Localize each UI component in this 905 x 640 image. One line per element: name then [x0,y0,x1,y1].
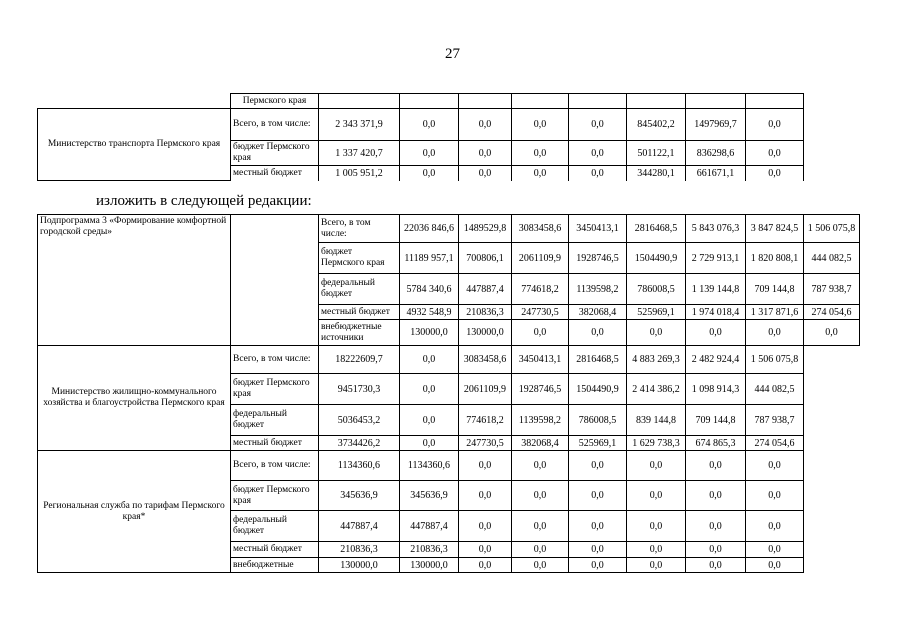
value-cell: 130000,0 [400,320,459,346]
value-cell: 786008,5 [627,274,686,305]
value-cell: 1489529,8 [459,215,512,243]
value-cell: 22036 846,6 [400,215,459,243]
table-row [38,346,860,374]
value-cell: 0,0 [746,481,804,511]
value-cell: 3734426,2 [319,436,400,451]
value-cell: 0,0 [686,320,746,346]
value-cell: 0,0 [512,320,569,346]
main-budget-table [37,214,860,573]
value-cell: 0,0 [512,166,569,181]
value-cell: 0,0 [512,542,569,558]
value-cell: 0,0 [400,166,459,181]
value-cell: 382068,4 [512,436,569,451]
value-cell: 709 144,8 [746,274,804,305]
value-cell: 1 337 420,7 [319,141,400,166]
value-cell: 0,0 [400,436,459,451]
table-row [38,451,860,481]
value-cell: 0,0 [804,320,860,346]
value-cell: 345636,9 [319,481,400,511]
program-org-blank [231,215,319,346]
value-cell: 0,0 [459,166,512,181]
value-cell: 1928746,5 [512,374,569,405]
value-cell: 0,0 [686,542,746,558]
value-cell: 0,0 [627,481,686,511]
value-cell: 1 629 738,3 [627,436,686,451]
value-cell: 0,0 [746,109,804,141]
value-cell: 0,0 [400,405,459,436]
value-cell: 700806,1 [459,243,512,274]
value-cell: 1134360,6 [400,451,459,481]
value-cell: 845402,2 [627,109,686,141]
value-cell: 1 974 018,4 [686,305,746,320]
value-cell: 447887,4 [319,511,400,542]
value-cell: 1 139 144,8 [686,274,746,305]
value-cell: 130000,0 [400,558,459,573]
value-cell: 2816468,5 [627,215,686,243]
value-cell: 5 843 076,3 [686,215,746,243]
value-cell: 0,0 [627,451,686,481]
value-cell: 0,0 [400,109,459,141]
page-number: 27 [445,46,460,62]
value-cell: 2061109,9 [459,374,512,405]
value-cell: 787 938,7 [804,274,860,305]
value-cell: 0,0 [746,141,804,166]
value-cell: 447887,4 [400,511,459,542]
value-cell: 444 082,5 [804,243,860,274]
funding-source: местный бюджет [319,305,400,320]
value-cell: 2 482 924,4 [686,346,746,374]
value-cell: 210836,3 [400,542,459,558]
value-cell: 1 820 808,1 [746,243,804,274]
value-cell: 0,0 [686,451,746,481]
funding-source: внебюджетные [231,558,319,573]
funding-source: бюджет Пермского края [231,374,319,405]
value-cell: 774618,2 [512,274,569,305]
value-cell: 0,0 [569,542,627,558]
value-cell: 0,0 [459,542,512,558]
value-cell: 3083458,6 [459,346,512,374]
value-cell: 0,0 [627,558,686,573]
value-cell: 0,0 [746,320,804,346]
value-cell: 5784 340,6 [400,274,459,305]
funding-source: местный бюджет [231,436,319,451]
group-ministry-housing [38,346,860,451]
funding-source: федеральный бюджет [231,511,319,542]
top-left-blank-cell [38,94,231,109]
value-cell: 1139598,2 [512,405,569,436]
value-cell: 0,0 [569,320,627,346]
table-row [38,215,860,243]
funding-source: бюджет Пермского края [319,243,400,274]
funding-source: федеральный бюджет [319,274,400,305]
value-cell: 247730,5 [512,305,569,320]
value-cell: 0,0 [400,141,459,166]
value-cell: 0,0 [459,481,512,511]
value-cell: 1497969,7 [686,109,746,141]
value-cell: 0,0 [512,141,569,166]
value-cell: 0,0 [512,109,569,141]
value-cell: 382068,4 [569,305,627,320]
value-cell: 525969,1 [627,305,686,320]
value-cell: 0,0 [746,542,804,558]
value-cell: 0,0 [512,451,569,481]
value-cell: 9451730,3 [319,374,400,405]
value-cell: 661671,1 [686,166,746,181]
funding-source: бюджет Пермского края [231,141,319,166]
value-cell: 0,0 [627,320,686,346]
value-cell: 0,0 [459,109,512,141]
value-cell: 0,0 [400,346,459,374]
value-cell: 2816468,5 [569,346,627,374]
prev-org-label: Пермского края [231,94,319,109]
value-cell: 2 343 371,9 [319,109,400,141]
value-cell: 4932 548,9 [400,305,459,320]
value-cell: 0,0 [459,558,512,573]
value-cell: 0,0 [627,542,686,558]
funding-source: бюджет Пермского края [231,481,319,511]
group-tariff-service [38,451,860,573]
value-cell: 774618,2 [459,405,512,436]
value-cell: 274 054,6 [746,436,804,451]
funding-source: Всего, в том числе: [231,109,319,141]
funding-source: внебюджетные источники [319,320,400,346]
value-cell: 247730,5 [459,436,512,451]
value-cell: 0,0 [746,451,804,481]
value-cell: 18222609,7 [319,346,400,374]
value-cell: 0,0 [459,511,512,542]
value-cell: 0,0 [686,511,746,542]
value-cell: 0,0 [746,511,804,542]
funding-source: Всего, в том числе: [231,346,319,374]
value-cell: 3450413,1 [569,215,627,243]
value-cell: 0,0 [459,141,512,166]
value-cell: 2 414 386,2 [627,374,686,405]
value-cell: 274 054,6 [804,305,860,320]
value-cell: 787 938,7 [746,405,804,436]
value-cell: 0,0 [400,374,459,405]
value-cell: 1 098 914,3 [686,374,746,405]
value-cell: 0,0 [746,558,804,573]
value-cell: 839 144,8 [627,405,686,436]
value-cell: 1928746,5 [569,243,627,274]
top-rows [38,109,804,181]
funding-source: федеральный бюджет [231,405,319,436]
value-cell: 5036453,2 [319,405,400,436]
value-cell: 447887,4 [459,274,512,305]
top-budget-table [37,93,804,181]
value-cell: 345636,9 [400,481,459,511]
value-cell: 0,0 [512,481,569,511]
value-cell: 130000,0 [319,558,400,573]
value-cell: 1 506 075,8 [804,215,860,243]
value-cell: 0,0 [746,166,804,181]
value-cell: 0,0 [627,511,686,542]
value-cell: 786008,5 [569,405,627,436]
value-cell: 501122,1 [627,141,686,166]
value-cell: 210836,3 [319,542,400,558]
value-cell: 0,0 [569,558,627,573]
value-cell: 674 865,3 [686,436,746,451]
value-cell: 1 317 871,6 [746,305,804,320]
value-cell: 0,0 [686,481,746,511]
value-cell: 0,0 [569,141,627,166]
value-cell: 1139598,2 [569,274,627,305]
org-tariff-label: Региональная служба по тарифам Пермского края* [38,451,231,573]
value-cell: 11189 957,1 [400,243,459,274]
value-cell: 1504490,9 [627,243,686,274]
value-cell: 1504490,9 [569,374,627,405]
value-cell: 0,0 [569,166,627,181]
org-transport-label: Министерство транспорта Пермского края [38,109,231,181]
value-cell: 0,0 [512,558,569,573]
section-heading: изложить в следующей редакции: [96,193,312,209]
value-cell: 1134360,6 [319,451,400,481]
value-cell: 0,0 [569,481,627,511]
value-cell: 836298,6 [686,141,746,166]
value-cell: 4 883 269,3 [627,346,686,374]
value-cell: 1 506 075,8 [746,346,804,374]
value-cell: 0,0 [686,558,746,573]
value-cell: 3450413,1 [512,346,569,374]
funding-source: местный бюджет [231,542,319,558]
org-housing-label: Министерство жилищно-коммунального хозяйства и благоустройства Пермского края [38,346,231,451]
value-cell: 444 082,5 [746,374,804,405]
value-cell: 3083458,6 [512,215,569,243]
funding-source: местный бюджет [231,166,319,181]
program-title: Подпрограмма 3 «Формирование комфортной городской среды» [38,215,231,346]
value-cell: 0,0 [512,511,569,542]
value-cell: 3 847 824,5 [746,215,804,243]
value-cell: 130000,0 [459,320,512,346]
value-cell: 210836,3 [459,305,512,320]
table-row [38,109,804,141]
value-cell: 0,0 [569,451,627,481]
value-cell: 525969,1 [569,436,627,451]
value-cell: 344280,1 [627,166,686,181]
value-cell: 709 144,8 [686,405,746,436]
group-program [38,215,860,346]
funding-source: Всего, в том числе: [231,451,319,481]
value-cell: 2061109,9 [512,243,569,274]
value-cell: 0,0 [459,451,512,481]
value-cell: 0,0 [569,109,627,141]
value-cell: 0,0 [569,511,627,542]
value-cell: 1 005 951,2 [319,166,400,181]
value-cell: 2 729 913,1 [686,243,746,274]
funding-source: Всего, в том числе: [319,215,400,243]
